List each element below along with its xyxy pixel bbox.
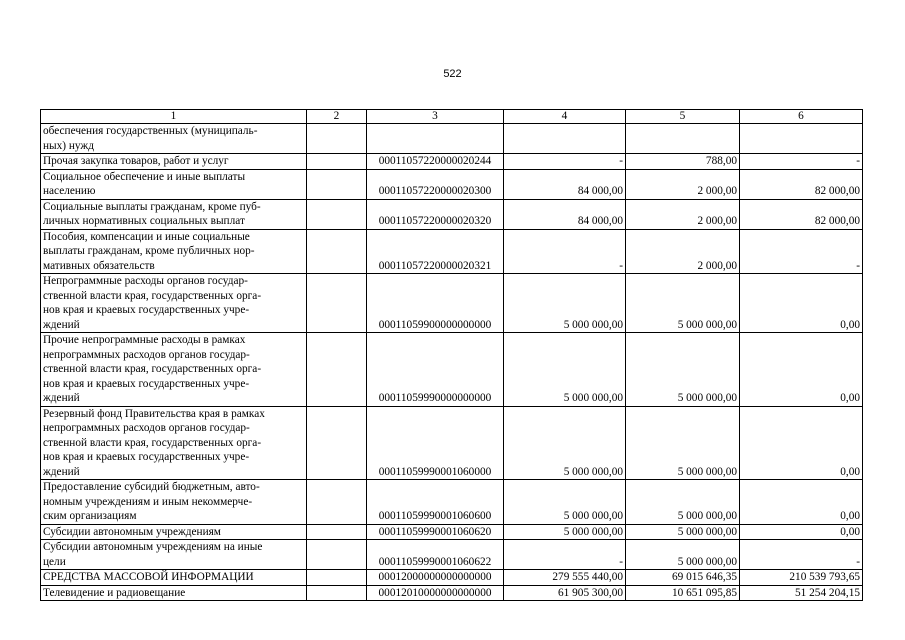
row-code: 00012010000000000000 (367, 585, 504, 601)
description-line: Пособия, компенсации и иные социальные (43, 230, 250, 243)
row-description (41, 406, 307, 480)
description-line: Непрограммные расходы органов государ- (43, 275, 248, 287)
row-description (41, 154, 307, 170)
description-line: ственной власти края, государственных орга- (43, 289, 262, 302)
row-col2 (307, 229, 367, 274)
row-col5: 2 000,00 (626, 229, 740, 274)
row-code: 00011057220000020244 (367, 154, 504, 170)
row-col5: 5 000 000,00 (626, 524, 740, 540)
row-col6: - (740, 540, 863, 570)
row-description (41, 199, 307, 229)
row-col4: 5 000 000,00 (504, 333, 626, 407)
column-header: 1 (41, 110, 307, 124)
row-col4 (504, 124, 626, 154)
description-line: Телевидение и радиовещание (43, 586, 186, 599)
row-col5: 5 000 000,00 (626, 274, 740, 333)
row-col4: 279 555 440,00 (504, 570, 626, 586)
row-code: 00011059990001060622 (367, 540, 504, 570)
row-description (41, 570, 307, 586)
row-code: 00012000000000000000 (367, 570, 504, 586)
row-col6: 0,00 (740, 480, 863, 525)
description-line: личных нормативных социальных выплат (43, 215, 245, 227)
row-col2 (307, 333, 367, 407)
table-row (41, 199, 863, 229)
row-col6: 0,00 (740, 333, 863, 407)
description-line: Резервный фонд Правительства края в рамках (43, 407, 265, 420)
description-line: нов края и краевых государственных учре- (43, 451, 250, 463)
description-line: непрограммных расходов органов государ- (43, 422, 250, 434)
description-line: нов края и краевых государственных учре- (43, 377, 250, 390)
description-line: Предоставление субсидий бюджетным, авто- (43, 481, 260, 493)
description-line: Субсидии автономным учреждениям на иные (43, 541, 263, 553)
row-col5: 2 000,00 (626, 169, 740, 199)
row-code: 00011059990001060600 (367, 480, 504, 525)
description-line: номным учреждениям и иным некоммерче- (43, 495, 253, 508)
row-col2 (307, 480, 367, 525)
description-line: мативных обязательств (43, 259, 155, 272)
description-line: Социальные выплаты гражданам, кроме пуб- (43, 200, 261, 213)
row-col4: 5 000 000,00 (504, 274, 626, 333)
table-row (41, 540, 863, 570)
table-row (41, 585, 863, 601)
description-line: СРЕДСТВА МАССОВОЙ ИНФОРМАЦИИ (43, 571, 254, 583)
row-code (367, 124, 504, 154)
table-header-row (41, 110, 863, 124)
row-code: 00011059990001060000 (367, 406, 504, 480)
row-col4: 84 000,00 (504, 169, 626, 199)
table-row (41, 124, 863, 154)
row-col2 (307, 540, 367, 570)
table-row (41, 333, 863, 407)
description-line: ским организациям (43, 510, 137, 522)
row-description (41, 524, 307, 540)
row-code: 00011059990000000000 (367, 333, 504, 407)
row-col2 (307, 406, 367, 480)
description-line: Прочие непрограммные расходы в рамках (43, 334, 246, 346)
description-line: ждений (43, 318, 80, 331)
table-row (41, 406, 863, 480)
description-line: цели (43, 555, 66, 568)
row-col6: 51 254 204,15 (740, 585, 863, 601)
row-col4: - (504, 540, 626, 570)
row-description (41, 274, 307, 333)
description-line: ных) нужд (43, 139, 94, 152)
row-col5: 69 015 646,35 (626, 570, 740, 586)
budget-table (40, 109, 863, 601)
row-col4: 5 000 000,00 (504, 524, 626, 540)
description-line: Прочая закупка товаров, работ и услуг (43, 155, 229, 167)
row-col4: - (504, 154, 626, 170)
row-description (41, 124, 307, 154)
row-col4: 61 905 300,00 (504, 585, 626, 601)
row-col6: 82 000,00 (740, 199, 863, 229)
column-header: 6 (740, 110, 863, 124)
row-col5: 2 000,00 (626, 199, 740, 229)
row-description (41, 169, 307, 199)
description-line: ждений (43, 465, 80, 478)
description-line: обеспечения государственных (муниципаль- (43, 125, 258, 137)
row-col5: 5 000 000,00 (626, 406, 740, 480)
row-col5: 10 651 095,85 (626, 585, 740, 601)
description-line: ственной власти края, государственных орга- (43, 363, 262, 375)
table-row (41, 274, 863, 333)
row-col6 (740, 124, 863, 154)
row-col6: 0,00 (740, 524, 863, 540)
row-col4: - (504, 229, 626, 274)
row-description (41, 229, 307, 274)
row-col2 (307, 124, 367, 154)
row-description (41, 585, 307, 601)
row-code: 00011059990001060620 (367, 524, 504, 540)
row-col5: 788,00 (626, 154, 740, 170)
description-line: Субсидии автономным учреждениям (43, 525, 221, 538)
row-description (41, 540, 307, 570)
row-col2 (307, 524, 367, 540)
column-header: 2 (307, 110, 367, 124)
description-line: Социальное обеспечение и иные выплаты (43, 170, 246, 183)
row-col2 (307, 169, 367, 199)
table-row (41, 229, 863, 274)
column-header: 3 (367, 110, 504, 124)
row-col5 (626, 124, 740, 154)
description-line: населению (43, 185, 96, 197)
description-line: ственной власти края, государственных орга- (43, 436, 262, 449)
row-col4: 5 000 000,00 (504, 406, 626, 480)
row-code: 00011057220000020320 (367, 199, 504, 229)
row-col4: 5 000 000,00 (504, 480, 626, 525)
column-header: 5 (626, 110, 740, 124)
column-header: 4 (504, 110, 626, 124)
row-col6: 210 539 793,65 (740, 570, 863, 586)
row-col6: 82 000,00 (740, 169, 863, 199)
row-description (41, 480, 307, 525)
row-col6: - (740, 229, 863, 274)
row-code: 00011057220000020300 (367, 169, 504, 199)
row-col2 (307, 274, 367, 333)
row-col5: 5 000 000,00 (626, 333, 740, 407)
row-code: 00011057220000020321 (367, 229, 504, 274)
page-number: 522 (443, 68, 462, 80)
description-line: нов края и краевых государственных учре- (43, 304, 250, 316)
description-line: ждений (43, 392, 80, 404)
row-col6: 0,00 (740, 406, 863, 480)
row-col6: - (740, 154, 863, 170)
row-col2 (307, 570, 367, 586)
row-description (41, 333, 307, 407)
table-row (41, 570, 863, 586)
row-col5: 5 000 000,00 (626, 480, 740, 525)
description-line: непрограммных расходов органов государ- (43, 348, 250, 361)
table-row (41, 169, 863, 199)
description-line: выплаты гражданам, кроме публичных нор- (43, 245, 255, 257)
row-col5: 5 000 000,00 (626, 540, 740, 570)
table-row (41, 480, 863, 525)
table-row (41, 154, 863, 170)
table-row (41, 524, 863, 540)
row-col2 (307, 199, 367, 229)
row-col4: 84 000,00 (504, 199, 626, 229)
row-col2 (307, 154, 367, 170)
row-code: 00011059900000000000 (367, 274, 504, 333)
row-col2 (307, 585, 367, 601)
row-col6: 0,00 (740, 274, 863, 333)
